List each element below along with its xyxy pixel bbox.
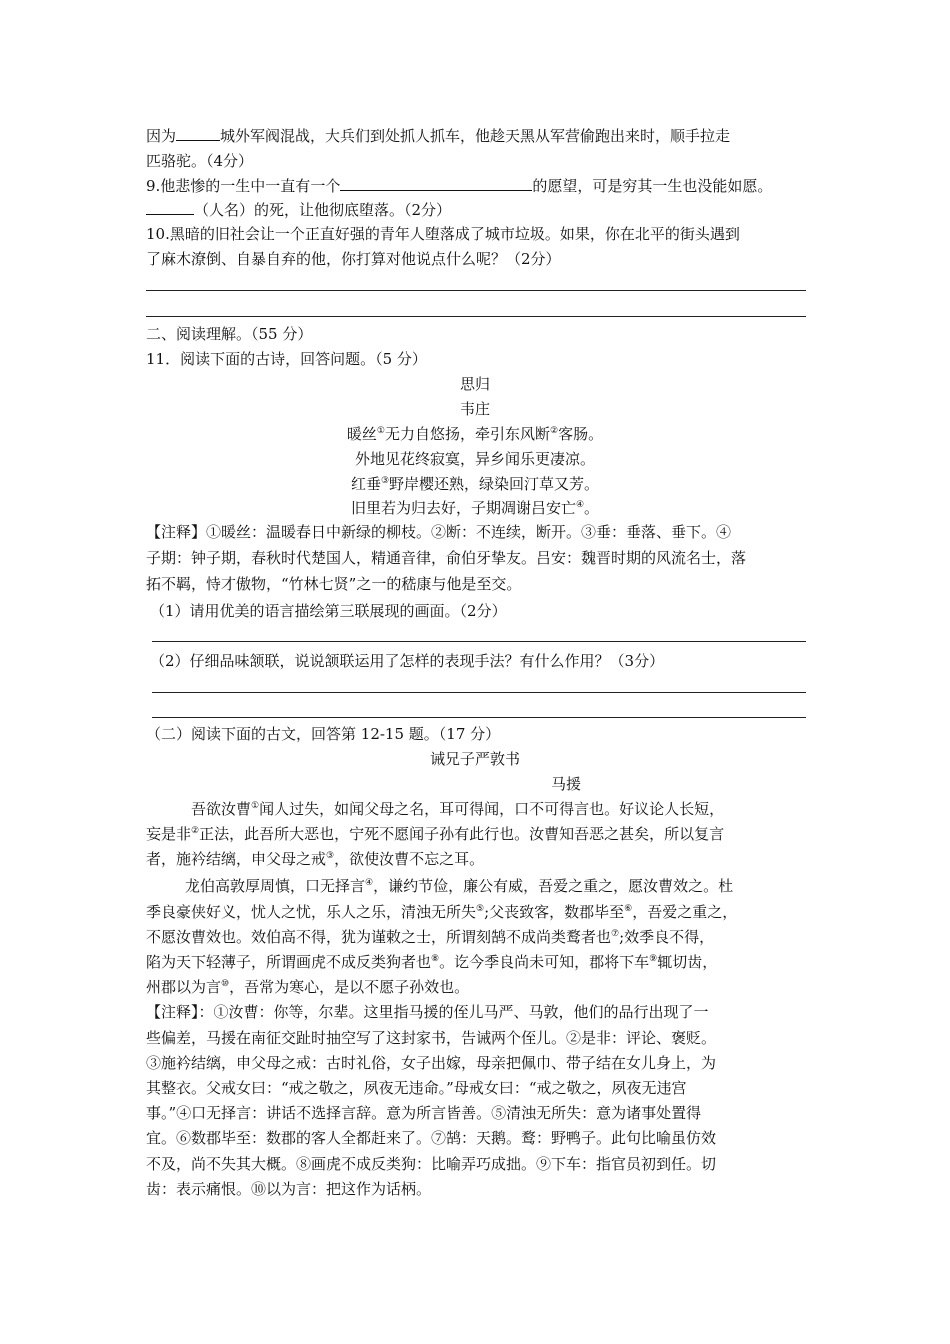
prose-text: 。讫今季良尚未可知，郡将下车 [439, 953, 650, 971]
note-marker: ③ [326, 851, 335, 861]
q8-line [146, 124, 730, 147]
prose-text: 正法，此吾所大恶也，宁死不愿闻子孙有此行也。汝曹知吾恶之甚矣，所以复言 [199, 825, 725, 843]
q11-prompt: 11．阅读下面的古诗，回答问题。（5 分） [146, 350, 427, 368]
q9-wish-blank[interactable] [340, 174, 532, 191]
q8-line-2: 匹骆驼。（4分） [146, 152, 254, 170]
prose-text: 州郡以为言 [146, 978, 222, 996]
q9-line [146, 174, 772, 197]
prose-text: 不愿汝曹效也。效伯高不得，犹为谨敕之士，所谓刻鹄不成尚类鹜者也 [146, 928, 612, 946]
poem-l4-b: 。 [584, 499, 600, 517]
q9-text-c: （人名）的死，让他彻底堕落。（2分） [194, 201, 452, 219]
prose-p1-line-2 [146, 823, 724, 845]
note-marker: ② [191, 826, 200, 836]
note-marker: ④ [365, 878, 374, 888]
poem-line-1 [0, 423, 950, 445]
q9-line-2 [146, 198, 451, 221]
prose-p1-line-1 [191, 798, 724, 820]
q8-answer-blank[interactable] [176, 124, 220, 141]
prose-text: ;父丧致客，数郡毕至 [484, 903, 625, 921]
poem-l3-a: 红垂 [350, 475, 381, 493]
poem-l1-a: 暖丝 [346, 425, 377, 443]
prose-text: ，谦约节俭，廉公有威，吾爱之重之，愿汝曹效之。杜 [373, 877, 734, 895]
note-marker: ② [550, 426, 559, 436]
poem-notes-line-3: 拓不羁，恃才傲物，“竹林七贤”之一的嵇康与他是至交。 [146, 575, 522, 593]
note-marker: ⑧ [431, 954, 440, 964]
poem-line-4 [0, 497, 950, 519]
poem-notes-line-1: 【注释】①暖丝：温暖春日中新绿的柳枝。②断：不连续，断开。③垂：垂落、垂下。④ [146, 523, 732, 541]
note-marker: ⑩ [221, 979, 230, 989]
q8-text-a: 因为 [146, 127, 177, 145]
poem-q1-answer-line[interactable] [152, 641, 806, 642]
poem-l4-a: 旧里若为归去好，子期凋谢吕安亡 [350, 499, 576, 517]
prose-text: 闻人过失，如闻父母之名，耳可得闻，口不可得言也。好议论人长短， [259, 800, 725, 818]
q9-name-blank[interactable] [146, 198, 194, 215]
q10-answer-line-2[interactable] [146, 316, 806, 317]
prose-text: 者，施衿结缡，申父母之戒 [146, 850, 327, 868]
poem-l1-b: 无力自悠扬，牵引东风断 [384, 425, 550, 443]
poem-l1-c: 客肠。 [558, 425, 604, 443]
prose-notes-line-4: 其整衣。父戒女曰：“戒之敬之，夙夜无违命。”母戒女曰：“戒之敬之，夙夜无违宫 [146, 1079, 687, 1097]
poem-question-1: （1）请用优美的语言描绘第三联展现的画面。（2分） [150, 602, 507, 620]
q9-text-a: 9.他悲惨的一生中一直有一个 [146, 177, 341, 195]
poem-author: 韦庄 [459, 400, 490, 418]
note-marker: ⑤ [476, 904, 485, 914]
note-marker: ⑥ [624, 904, 633, 914]
note-marker: ③ [380, 476, 390, 486]
prose-text: ;效季良不得， [619, 928, 715, 946]
prose-text: ，吾常为寒心，是以不愿子孙效也。 [229, 978, 470, 996]
note-marker: ① [376, 426, 385, 436]
prose-author: 马援 [551, 775, 582, 793]
prose-text: 龙伯高敦厚周慎，口无择言 [185, 877, 366, 895]
poem-line-2: 外地见花终寂寞，异乡闻乐更凄凉。 [354, 450, 595, 468]
prose-text: 吾欲汝曹 [191, 800, 252, 818]
prose-text: ，吾爱之重之， [632, 903, 738, 921]
poem-l3-b: 野岸樱还熟，绿染回汀草又芳。 [389, 475, 600, 493]
prose-title: 诫兄子严敦书 [429, 750, 520, 768]
q9-text-b: 的愿望，可是穷其一生也没能如愿。 [532, 177, 773, 195]
note-marker: ⑦ [611, 929, 620, 939]
part2-heading: （二）阅读下面的古文，回答第 12-15 题。（17 分） [146, 725, 501, 743]
poem-notes-line-2: 子期：钟子期，春秋时代楚国人，精通音律，俞伯牙挚友。吕安：魏晋时期的风流名士，落 [146, 549, 747, 567]
prose-text: 妄是非 [146, 825, 192, 843]
q10-answer-line-1[interactable] [146, 290, 806, 291]
poem-line-3 [0, 473, 950, 495]
prose-text: 季良豪侠好义，忧人之忧，乐人之乐，清浊无所失 [146, 903, 477, 921]
prose-p2-line-2 [146, 901, 737, 923]
q10-line-1: 10.黑暗的旧社会让一个正直好强的青年人堕落成了城市垃圾。如果，你在北平的街头遇到 [146, 225, 740, 243]
q8-text-b: 城外军阀混战，大兵们到处抓人抓车，他趁天黑从军营偷跑出来时，顺手拉走 [220, 127, 731, 145]
prose-p2-line-5 [146, 976, 469, 998]
prose-notes-line-7: 不及，尚不失其大概。⑧画虎不成反类狗：比喻弄巧成拙。⑨下车：指官员初到任。切 [146, 1155, 717, 1173]
prose-p2-line-4 [146, 951, 717, 973]
note-marker: ① [251, 801, 260, 811]
prose-text: 辄切齿， [657, 953, 718, 971]
poem-q2-answer-line-1[interactable] [152, 692, 806, 693]
poem-q2-answer-line-2[interactable] [152, 717, 806, 718]
prose-notes-line-8: 齿：表示痛恨。⑩以为言：把这作为话柄。 [146, 1180, 432, 1198]
poem-title: 思归 [459, 375, 490, 393]
prose-notes-line-6: 宜。⑥数郡毕至：数郡的客人全都赶来了。⑦鹄：天鹅。鹜：野鸭子。此句比喻虽仿效 [146, 1129, 717, 1147]
poem-question-2: （2）仔细品味颔联，说说颔联运用了怎样的表现手法？有什么作用？（3分） [150, 652, 665, 670]
note-marker: ④ [575, 500, 585, 510]
prose-notes-line-5: 事。”④口无择言：讲话不选择言辞。意为所言皆善。⑤清浊无所失：意为诸事处置得 [146, 1104, 702, 1122]
prose-text: ，欲使汝曹不忘之耳。 [334, 850, 485, 868]
prose-p2-line-1 [185, 875, 733, 897]
prose-p1-line-3 [146, 848, 484, 870]
prose-p2-line-3 [146, 926, 714, 948]
prose-notes-line-1: 【注释】：①汝曹：你等，尔辈。这里指马援的侄儿马严、马敦，他们的品行出现了一 [146, 1003, 709, 1021]
prose-text: 陷为天下轻薄子，所谓画虎不成反类狗者也 [146, 953, 432, 971]
section-heading: 二、阅读理解。（55 分） [146, 325, 313, 343]
note-marker: ⑨ [649, 954, 658, 964]
prose-notes-line-3: ③施衿结缡，申父母之戒：古时礼俗，女子出嫁，母亲把佩巾、带子结在女儿身上，为 [146, 1054, 717, 1072]
prose-notes-line-2: 些偏差，马援在南征交趾时抽空写了这封家书，告诫两个侄儿。②是非：评论、褒贬。 [146, 1029, 717, 1047]
q10-line-2: 了麻木潦倒、自暴自弃的他，你打算对他说点什么呢？（2分） [146, 250, 561, 268]
